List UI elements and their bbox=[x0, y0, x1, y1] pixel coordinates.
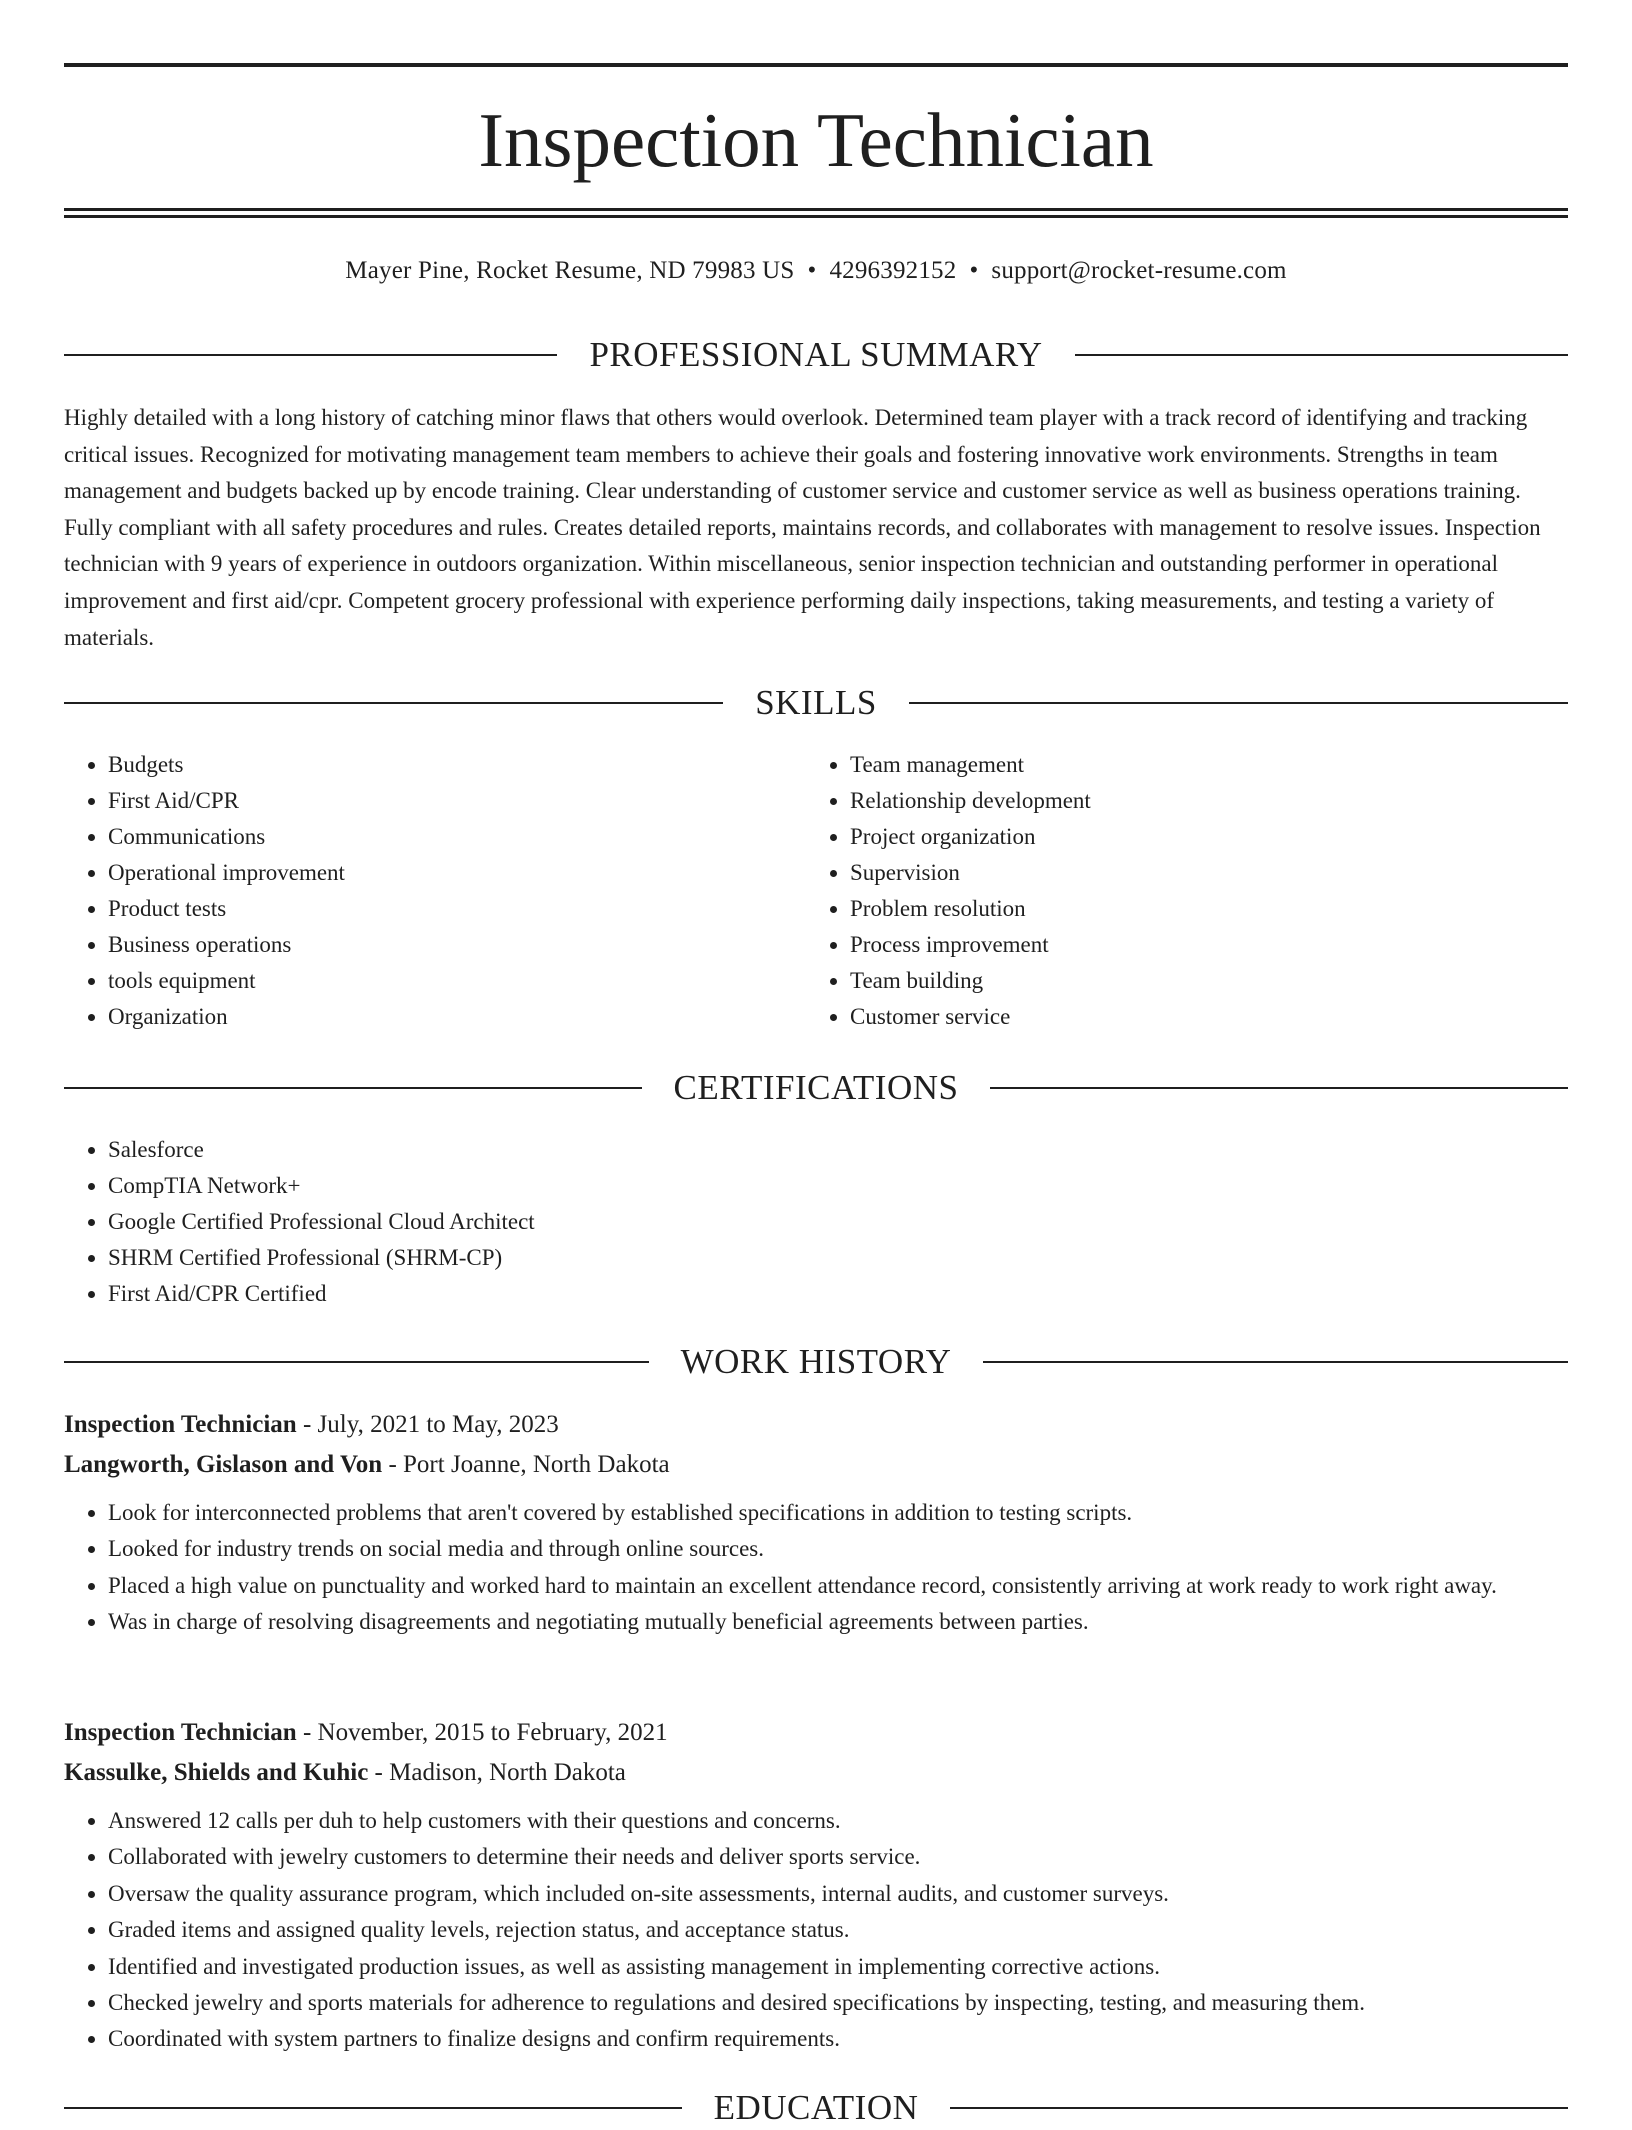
page-title: Inspection Technician bbox=[478, 97, 1154, 183]
list-item: • Business operations bbox=[108, 927, 808, 963]
list-item: • First Aid/CPR bbox=[108, 783, 808, 819]
section-title: CERTIFICATIONS bbox=[673, 1068, 959, 1107]
list-item: • Budgets bbox=[108, 747, 808, 783]
contact-separator: • bbox=[969, 257, 979, 284]
section-heading-certifications bbox=[64, 1066, 1568, 1110]
certifications-list bbox=[64, 1132, 1568, 1312]
section-title: EDUCATION bbox=[713, 2088, 919, 2127]
section-title: PROFESSIONAL SUMMARY bbox=[589, 335, 1043, 374]
contact-address: Mayer Pine, Rocket Resume, ND 79983 US bbox=[345, 257, 795, 284]
job-bullets bbox=[64, 1803, 1568, 2058]
contact-separator: • bbox=[807, 257, 817, 284]
section-title: SKILLS bbox=[755, 683, 877, 722]
list-item: • Supervision bbox=[850, 855, 1550, 891]
list-item: • Coordinated with system partners to finalize designs and confirm requirements. bbox=[108, 2021, 1568, 2057]
list-item: • Oversaw the quality assurance program, which included on-site assessments, internal audits, and customer surveys. bbox=[108, 1876, 1568, 1912]
job-title-line: Inspection Technician - July, 2021 to May, 2023 bbox=[64, 1411, 559, 1438]
list-item: • Problem resolution bbox=[850, 891, 1550, 927]
section-heading-skills bbox=[64, 681, 1568, 725]
list-item: • First Aid/CPR Certified bbox=[108, 1276, 1568, 1312]
list-item: • Project organization bbox=[850, 819, 1550, 855]
skills-list-left bbox=[64, 747, 808, 1035]
contact-line bbox=[64, 254, 1568, 288]
list-item: • Look for interconnected problems that aren't covered by established specifications in addition to testing scripts. bbox=[108, 1495, 1568, 1531]
job-company-line: Langworth, Gislason and Von - Port Joanne, North Dakota bbox=[64, 1451, 670, 1478]
list-item: • Salesforce bbox=[108, 1132, 1568, 1168]
list-item: • SHRM Certified Professional (SHRM-CP) bbox=[108, 1240, 1568, 1276]
contact-email: support@rocket-resume.com bbox=[991, 257, 1287, 284]
list-item: • Relationship development bbox=[850, 783, 1550, 819]
section-heading-education bbox=[64, 2086, 1568, 2130]
list-item: • Communications bbox=[108, 819, 808, 855]
list-item: • Collaborated with jewelry customers to determine their needs and deliver sports service. bbox=[108, 1839, 1568, 1875]
job-company: Langworth, Gislason and Von bbox=[64, 1451, 383, 1478]
list-item: • Team building bbox=[850, 963, 1550, 999]
job-title-line: Inspection Technician - November, 2015 to February, 2021 bbox=[64, 1719, 668, 1746]
list-item: • Placed a high value on punctuality and worked hard to maintain an excellent attendance record, consistently arriving at work ready to work right away. bbox=[108, 1568, 1568, 1604]
section-heading-summary bbox=[64, 333, 1568, 377]
list-item: • Identified and investigated production issues, as well as assisting management in implementing corrective actions. bbox=[108, 1949, 1568, 1985]
list-item: • Answered 12 calls per duh to help customers with their questions and concerns. bbox=[108, 1803, 1568, 1839]
job-bullets bbox=[64, 1495, 1568, 1641]
contact-phone: 4296392152 bbox=[829, 257, 957, 284]
job-title: Inspection Technician bbox=[64, 1719, 297, 1746]
job-location: Madison, North Dakota bbox=[389, 1759, 626, 1786]
list-item: • Team management bbox=[850, 747, 1550, 783]
job-entry bbox=[64, 1713, 1568, 2058]
section-title: WORK HISTORY bbox=[680, 1342, 952, 1381]
section-heading-work-history bbox=[64, 1340, 1568, 1384]
job-company: Kassulke, Shields and Kuhic bbox=[64, 1759, 369, 1786]
job-dates: July, 2021 to May, 2023 bbox=[317, 1411, 559, 1438]
list-item: • Looked for industry trends on social media and through online sources. bbox=[108, 1531, 1568, 1567]
skills-list-right bbox=[806, 747, 1550, 1035]
job-title: Inspection Technician bbox=[64, 1411, 297, 1438]
list-item: • Process improvement bbox=[850, 927, 1550, 963]
list-item: • Graded items and assigned quality levels, rejection status, and acceptance status. bbox=[108, 1912, 1568, 1948]
list-item: • Was in charge of resolving disagreements and negotiating mutually beneficial agreements between parties. bbox=[108, 1604, 1568, 1640]
job-dates: November, 2015 to February, 2021 bbox=[317, 1719, 668, 1746]
list-item: • tools equipment bbox=[108, 963, 808, 999]
list-item: • Customer service bbox=[850, 999, 1550, 1035]
header-double-rule bbox=[64, 208, 1568, 218]
list-item: • Product tests bbox=[108, 891, 808, 927]
list-item: • Operational improvement bbox=[108, 855, 808, 891]
job-company-line: Kassulke, Shields and Kuhic - Madison, North Dakota bbox=[64, 1759, 626, 1786]
job-location: Port Joanne, North Dakota bbox=[403, 1451, 670, 1478]
list-item: • Checked jewelry and sports materials for adherence to regulations and desired specifications by inspecting, testing, and measuring them. bbox=[108, 1985, 1568, 2021]
job-entry bbox=[64, 1405, 1568, 1641]
header-top-rule bbox=[64, 63, 1568, 67]
list-item: • CompTIA Network+ bbox=[108, 1168, 1568, 1204]
list-item: • Google Certified Professional Cloud Architect bbox=[108, 1204, 1568, 1240]
list-item: • Organization bbox=[108, 999, 808, 1035]
summary-text: Highly detailed with a long history of catching minor flaws that others would overlook. Determined team player with a track record of identifying and tracking critical issues. Recognized for motivating management team members to achieve their goals and fostering innovative work environments. Strengths in team management and budgets backed up by encode training. Clear understanding of customer service and customer service as well as business operations training. Fully compliant with all safety procedures and rules. Creates detailed reports, maintains records, and collaborates with management to resolve issues. Inspection technician with 9 years of experience in outdoors organization. Within miscellaneous, senior inspection technician and outstanding performer in operational improvement and first aid/cpr. Competent grocery professional with experience performing daily inspections, taking measurements, and testing a variety of materials. bbox=[64, 405, 1541, 650]
